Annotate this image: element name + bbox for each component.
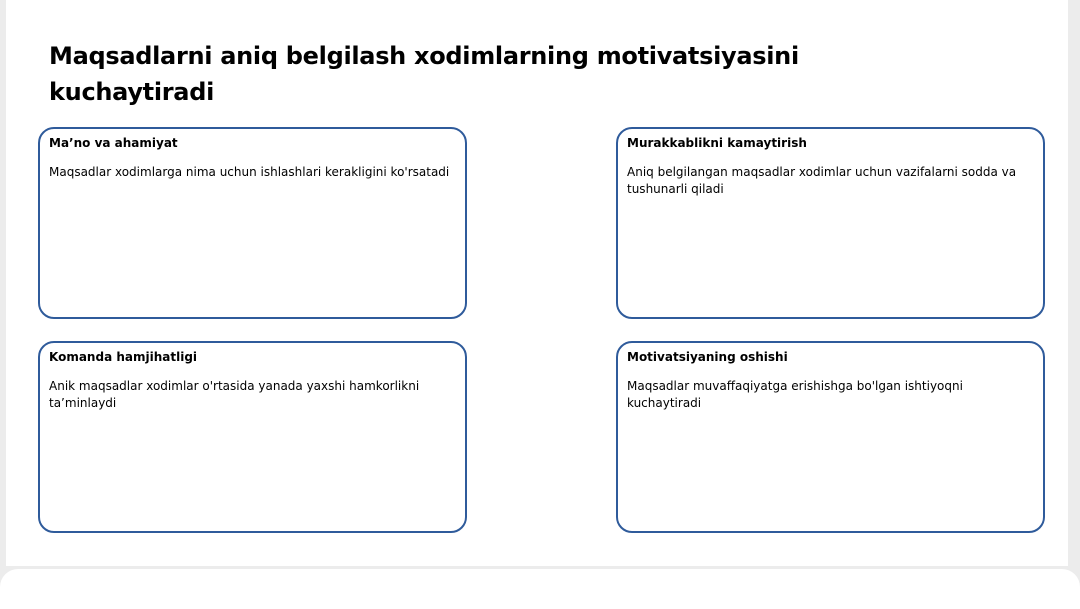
card-text: Anik maqsadlar xodimlar o'rtasida yanada yaxshi hamkorlikni ta’minlaydi <box>49 379 420 410</box>
card-heading: Murakkablikni kamaytirish <box>627 136 807 150</box>
card-motivatsiyaning-oshishi <box>616 341 1045 533</box>
card-text: Maqsadlar muvaffaqiyatga erishishga bo'lgan ishtiyoqni kuchaytiradi <box>627 379 963 410</box>
bottom-sheet <box>0 569 1080 609</box>
slide-title: Maqsadlarni aniq belgilash xodimlarning motivatsiyasini kuchaytiradi <box>49 42 799 106</box>
card-mano-va-ahamiyat <box>38 127 467 319</box>
card-heading: Motivatsiyaning oshishi <box>627 350 788 364</box>
card-text: Maqsadlar xodimlarga nima uchun ishlashlari kerakligini ko'rsatadi <box>49 165 450 179</box>
card-komanda-hamjihatligi <box>38 341 467 533</box>
card-murakkablikni-kamaytirish <box>616 127 1045 319</box>
card-heading: Ma’no va ahamiyat <box>49 136 178 150</box>
slide <box>6 0 1068 566</box>
card-text: Aniq belgilangan maqsadlar xodimlar uchun vazifalarni sodda va tushunarli qiladi <box>627 165 1017 196</box>
card-heading: Komanda hamjihatligi <box>49 350 198 364</box>
